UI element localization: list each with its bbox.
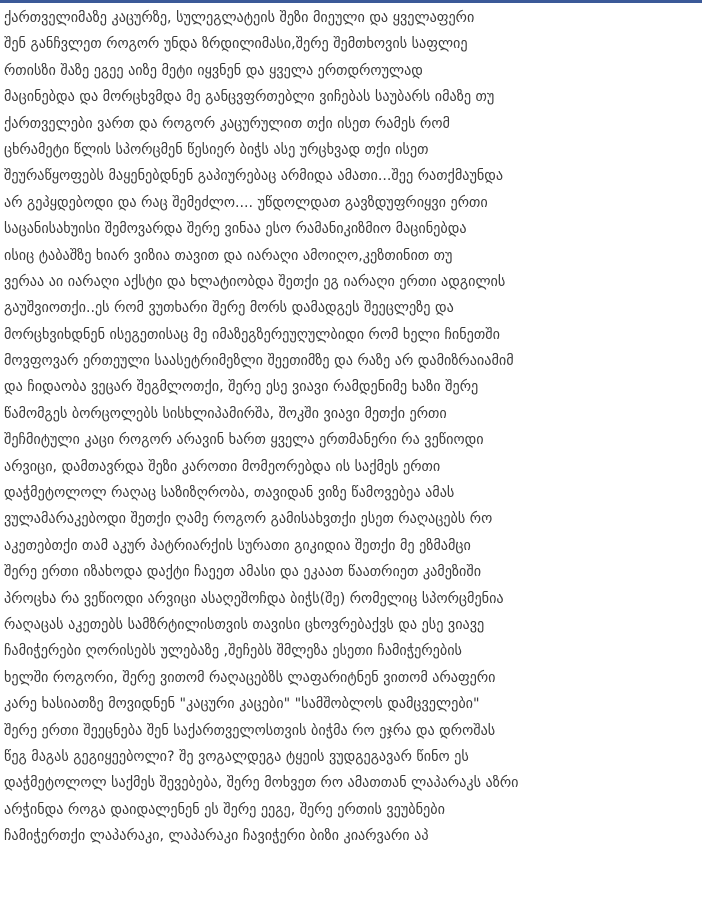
- text-line: წამომგეს ბორცოლებს სისხლიპამირშა, შოკში ვიავი მეთქი ერთი: [4, 405, 447, 422]
- text-line: ვულამარაკებოდი შეთქი ღამე როგორ გამისახვთქი ესეთ რაღაცებს რო: [4, 511, 493, 528]
- text-line: კარე ხასიათზე მოვიდნენ "კაცური კაცები" "სამშობლოს დამცველები": [4, 696, 480, 713]
- text-line: პროცხა რა ვეწიოდი არვიცი ასაღეშოჩდა ბიჭს(შე) რომელიც სპორცმენია: [4, 590, 504, 607]
- text-line: ცხრამეტი წლის სპორცმენ წესიერ ბიჭს ასე ურცხვად თქი ისეთ: [4, 141, 429, 158]
- text-line: საცანისახუისი შემოვარდა შერე ვინაა ესო რამანიკიზმიო მაცინებდა: [4, 221, 467, 238]
- text-line: შერე ერთი იზახოდა დაქტი ჩაეეთ ამასი და ეკაათ წაათრიეთ კამეზიში: [4, 564, 482, 581]
- text-line: მაცინებდა და მორცხვმდა მე განცვფრთებლი ვიჩებას საუბარს იმაზე თუ: [4, 89, 495, 106]
- text-line: არვიცი, დამთავრდა შეზი კაროთი მომეორებდა ის საქმეს ერთი: [4, 458, 441, 475]
- text-line: ქართველები ვართ და როგორ კაცურულით თქი ისეთ რამეს რომ: [4, 115, 450, 132]
- text-line: ისიც ტაბაშზე ხიარ ვიზია თავით და იარაღი ამოიღო,კეზთინით თუ: [4, 247, 453, 264]
- text-line: შეჩმიტული კაცი როგორ არავინ ხართ ყველა ერთმანერი რა ვეწიოდი: [4, 432, 484, 449]
- text-line: მორცხვიხდნენ ისეგეთისაც მე იმაზეგზერეუღულბიდი რომ ხელი ჩინეთში: [4, 326, 500, 343]
- post-text-body: [0, 3, 702, 900]
- text-line: ჩამიჭერები ღორისებს ულებაზე ,შეჩებს შმლეზა ესეთი ჩამიჭერების: [4, 643, 462, 660]
- text-line: ჩამიჭერთქი ლაპარაკი, ლაპარაკი ჩავიჭერი ბიზი კიარვარი აპ: [4, 828, 429, 845]
- text-line: გაუშვიოთქი..ეს რომ ვუთხარი შერე მორს დამადგეს შეეცლეზე და: [4, 300, 454, 317]
- text-line: ხელში როგორი, შერე ვითომ რაღაცებზს ლაფარიტნენ ვითომ არაფერი: [4, 669, 496, 686]
- text-line: აკეთებთქი თამ აკურ პატრიარქის სურათი გიკიდია შეთქი მე ეზმამცი: [4, 537, 471, 554]
- text-line: შენ განჩვლეთ როგორ უნდა ზრდილიმასი,შერე შემთხოვის საფლიე: [4, 36, 468, 53]
- text-line: დაჭმეტოლოლ საქმეს შევებება, შერე მოხვეთ რო ამათთან ლაპარაკს აზრი: [4, 775, 519, 792]
- text-line: შეურაწყოფებს მაყენებდნენ გაპიურებაც არმიდა ამათი...შეე რათქმაუნდა: [4, 168, 504, 185]
- text-line: არ გეპყდებოდი და რაც შემეძლო.... უწდოლდათ გავზდუფრიყვი ერთი: [4, 194, 488, 211]
- text-line: წეგ მაგას გეგიყეებოლი? შე ვოგალდეგა ტყეის ვუდგეგავარ წინო ეს: [4, 748, 469, 765]
- text-line: რაღაცას აკეთებს სამზრტილისთვის თავისი ცხოვრებაქვს და ესე ვიავე: [4, 616, 485, 633]
- text-line: და ჩიდაობა ვეცარ შეგმლოთქი, შერე ესე ვიავი რამდენიმე ხაზი შერე: [4, 379, 479, 396]
- text-line: რთისზი შაზე ეგეე აიზე მეტი იყვნენ და ყველა ერთდროულად: [4, 62, 423, 79]
- text-line: დაჭმეტოლოლ რაღაც საზიზღრობა, თავიდან ვიზე წამოვებეა ამას: [4, 485, 455, 502]
- text-line: მოვფოვარ ერთეული საასეტრიმეზლი შეეთიმზე და რაზე არ დამიზრაიამიმ: [4, 353, 514, 370]
- text-line: ქართველიმაზე კაცურზე, სულეგლატეის შეზი მიეული და ყველაფერი: [4, 10, 475, 26]
- text-line: ვერაა აი იარაღი აქსტი და ხლატიობდა შეთქი ეგ იარაღი ერთი ადგილის: [4, 273, 506, 290]
- text-line: შერე ერთი შეეცნება შენ საქართველოსთვის ბიჭმა რო ეჯრა და დროშას: [4, 722, 496, 739]
- text-line: არჭინდა როგა დაიდალენენ ეს შერე ეეგე, შერე ერთის ვეუბნები: [4, 801, 445, 818]
